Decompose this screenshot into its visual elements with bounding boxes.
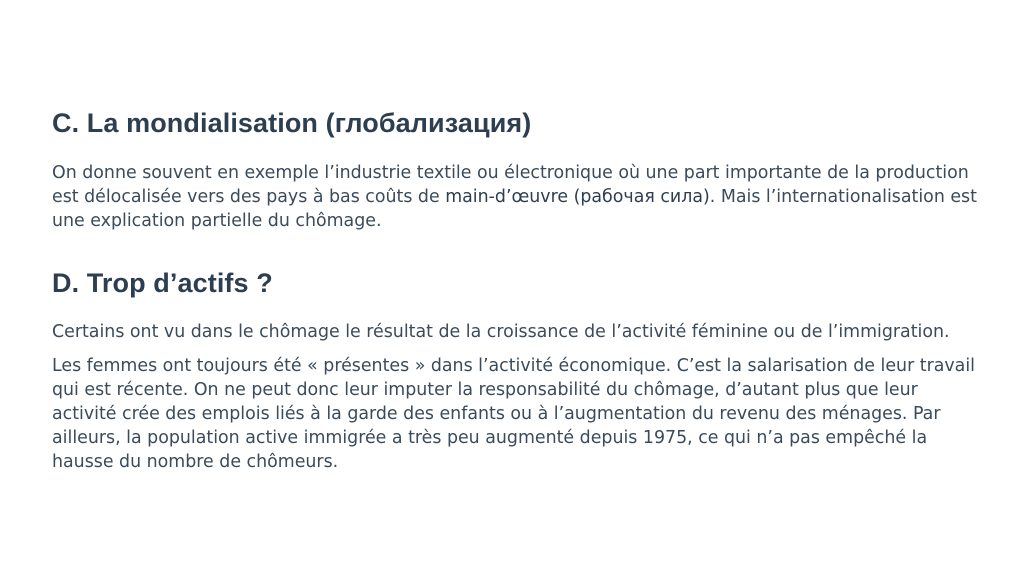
section-c-text-after: . Mais l’internationalisation est une explication partielle du chômage. [52,187,977,231]
section-c-paragraph [52,161,982,233]
section-c-text-before: On donne souvent en exemple l’industrie textile ou électronique où une part importante de la production est délocalisée vers des pays à bas coûts de [52,163,969,207]
section-d-paragraph-1: Certains ont vu dans le chômage le résultat de la croissance de l’activité féminine ou de l’immigration. [52,322,950,342]
slide-content [52,106,982,474]
section-d-paragraph-2: Les femmes ont toujours été « présentes » dans l’activité économique. C’est la salarisation de leur travail qui est récente. On ne peut donc leur imputer la responsabilité du chômage, d’autant plus que leur activité crée des emplois liés à la garde des enfants ou à l’augmentation du revenu des ménages. Par ailleurs, la population active immigrée a très peu augmenté depuis 1975, ce qui n’a pas empêché la hausse du nombre de chômeurs. [52,356,975,472]
section-c-highlight: main-d’œuvre (рабочая сила) [445,187,710,207]
section-c-heading: C. La mondialisation (глобализация) [52,108,532,138]
section-d-heading: D. Trop d’actifs ? [52,268,273,298]
